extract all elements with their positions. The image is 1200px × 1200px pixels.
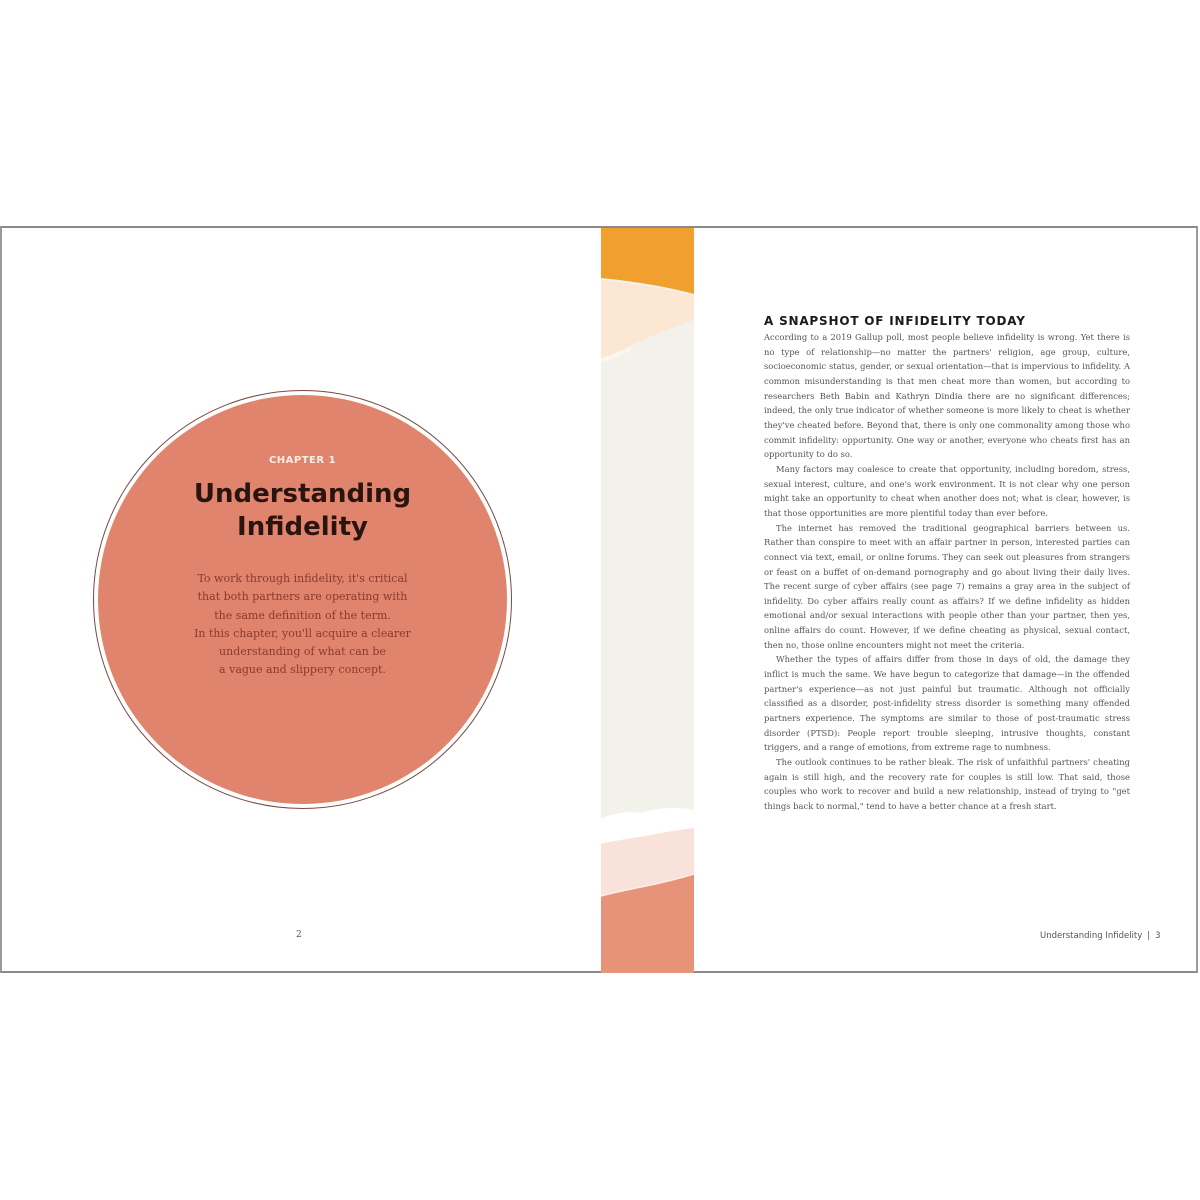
page-number-right: 3: [1155, 931, 1161, 941]
decorative-color-stripe: [601, 228, 694, 973]
paragraph: Many factors may coalesce to create that opportunity, including boredom, stress, sexual interest, culture, and one's work environment. It is not clear why one person might take an opportunity to cheat when another does not; what is clear, however, is that those opportunities are more plentiful today than ever before.: [764, 463, 1130, 518]
chapter-title-line-2: Infidelity: [237, 512, 368, 542]
page-number-left: 2: [296, 930, 302, 940]
paragraph: According to a 2019 Gallup poll, most people believe infidelity is wrong. Yet there is no type of relationship—no matter the partners' religion, age group, culture, socioeconomic status, gender, or sexual orientation—that is impervious to infidelity. A common misunderstanding is that men cheat more than women, but according to researchers Beth Babin and Kathryn Dindia there are no significant differences; indeed, the only true indicator of whether someone is more likely to cheat is whether they've cheated before. Beyond that, there is only one commonality among those who commit infidelity: opportunity. One way or another, everyone who cheats first has an opportunity to do so.: [764, 332, 1130, 460]
running-head: Understanding Infidelity: [1040, 931, 1143, 941]
paragraph: The outlook continues to be rather bleak. The risk of unfaithful partners' cheating again is still high, and the recovery rate for couples is still low. That said, those couples who work to recover and build a new relationship, instead of trying to "get things back to normal," tend to have a better chance at a fresh start.: [764, 757, 1130, 811]
intro-line: In this chapter, you'll acquire a clearer: [194, 626, 411, 640]
running-footer: [1040, 931, 1161, 941]
chapter-title-line-1: Understanding: [193, 479, 412, 509]
paragraph: The internet has removed the traditional geographical barriers between us. Rather than conspire to meet with an affair partner in person, interested parties can connect via text, email, or online forums. They can seek out pleasures from strangers or feast on a buffet of on-demand pornography and go about living their daily lives. The recent surge of cyber affairs (see page 7) remains a gray area in the subject of infidelity. Do cyber affairs really count as affairs? If we define infidelity as hidden emotional and/or sexual interactions with people other than your partner, then yes, online affairs do count. However, if we define cheating as physical, sexual contact, then no, those online encounters might not meet the criteria.: [764, 522, 1130, 650]
intro-line: To work through infidelity, it's critical: [197, 572, 408, 585]
footer-separator: |: [1147, 931, 1151, 941]
section-heading: A SNAPSHOT OF INFIDELITY TODAY: [764, 314, 1026, 328]
chapter-intro: [170, 570, 435, 680]
body-text: [764, 330, 1130, 814]
chapter-title: [98, 478, 507, 544]
paragraph: Whether the types of affairs differ from those in days of old, the damage they inflict is much the same. We have begun to categorize that damage—in the offended partner's experience—as not just painful but traumatic. Although not officially classified as a disorder, post-infidelity stress disorder is something many offended partners experience. The symptoms are similar to those of post-traumatic stress disorder (PTSD): People report trouble sleeping, intrusive thoughts, constant triggers, and a range of emotions, from extreme rage to numbness.: [764, 654, 1130, 753]
intro-line: the same definition of the term.: [214, 608, 391, 622]
intro-line: that both partners are operating with: [197, 590, 408, 604]
chapter-label: CHAPTER 1: [268, 455, 337, 466]
intro-line: understanding of what can be: [219, 645, 386, 659]
intro-line: a vague and slippery concept.: [219, 663, 386, 677]
